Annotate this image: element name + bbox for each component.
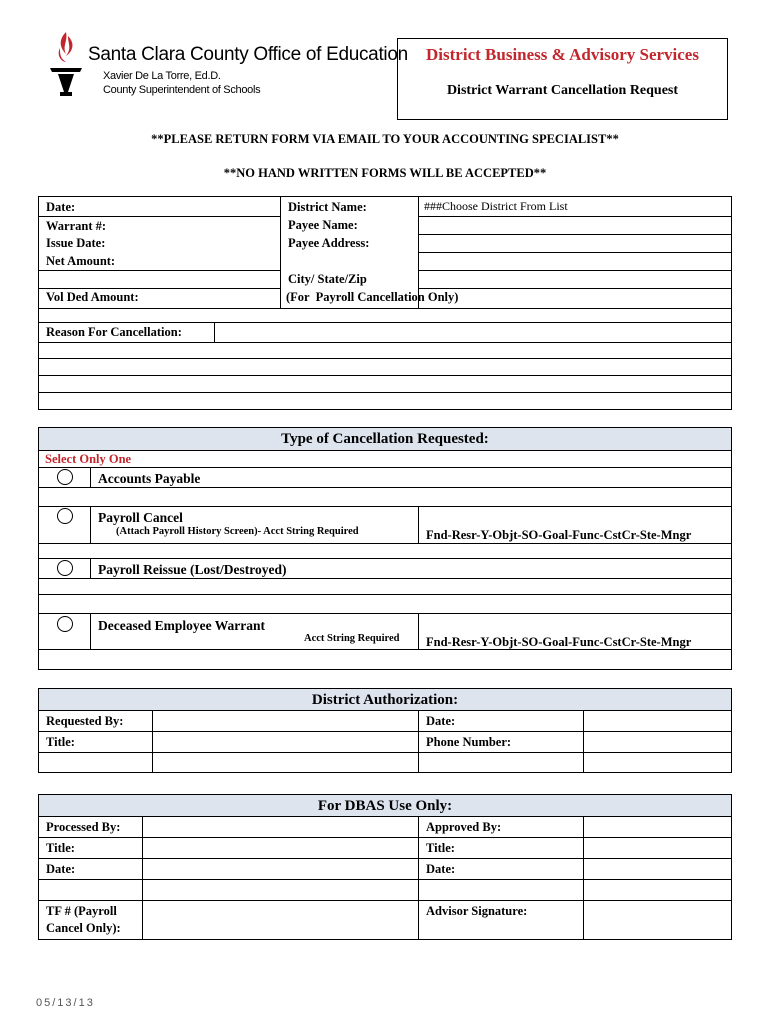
notice-return-email: **PLEASE RETURN FORM VIA EMAIL TO YOUR ACCOUNTING SPECIALIST**: [151, 132, 619, 146]
advisor-signature-label: Advisor Signature:: [426, 904, 528, 918]
payroll-cancel-acct-string[interactable]: Fnd-Resr-Y-Objt-SO-Goal-Func-CstCr-Ste-Mngr: [426, 528, 692, 542]
radio-deceased-employee[interactable]: [57, 616, 73, 632]
processed-by-field[interactable]: [143, 817, 417, 836]
payee-name-field[interactable]: [419, 217, 731, 233]
requested-by-field[interactable]: [153, 711, 417, 730]
reason-field[interactable]: [215, 323, 731, 341]
payee-name-label: Payee Name:: [288, 218, 358, 232]
option-payroll-reissue-label: Payroll Reissue (Lost/Destroyed): [98, 562, 287, 577]
radio-payroll-reissue[interactable]: [57, 560, 73, 576]
payee-address-label: Payee Address:: [288, 236, 370, 250]
radio-payroll-cancel[interactable]: [57, 508, 73, 524]
tf-number-label-line1: TF # (Payroll: [46, 904, 117, 918]
district-name-label: District Name:: [288, 200, 367, 214]
vol-ded-amount-label: Vol Ded Amount:: [46, 290, 139, 304]
tf-number-field[interactable]: [143, 901, 417, 939]
payroll-cancel-subnote: (Attach Payroll History Screen)- Acct String Required: [116, 526, 359, 537]
phone-number-label: Phone Number:: [426, 735, 512, 749]
city-state-zip-label: City/ State/Zip: [288, 272, 367, 286]
authorization-heading: District Authorization:: [38, 688, 732, 711]
city-state-zip-field[interactable]: [419, 271, 731, 287]
dbas-heading: For DBAS Use Only:: [38, 794, 732, 817]
dbas-title2-field[interactable]: [584, 838, 731, 857]
auth-date-label: Date:: [426, 714, 456, 728]
approved-by-label: Approved By:: [426, 820, 502, 834]
dbas-title-label: Title:: [46, 841, 75, 855]
dbas-date2-field[interactable]: [584, 859, 731, 878]
logo: [46, 28, 86, 100]
date-label: Date:: [46, 200, 76, 214]
processed-by-label: Processed By:: [46, 820, 121, 834]
option-accounts-payable-label: Accounts Payable: [98, 471, 201, 486]
approved-by-field[interactable]: [584, 817, 731, 836]
payee-address-field[interactable]: [419, 235, 731, 251]
net-amount-label: Net Amount:: [46, 254, 116, 268]
form-title: District Warrant Cancellation Request: [446, 83, 679, 98]
person-title: County Superintendent of Schools: [103, 84, 261, 96]
select-only-one-note: Select Only One: [45, 452, 132, 466]
phone-number-field[interactable]: [584, 732, 731, 751]
issue-date-label: Issue Date:: [46, 236, 106, 250]
payroll-only-note: (For Payroll Cancellation Only): [286, 290, 459, 304]
auth-title-label: Title:: [46, 735, 75, 749]
option-deceased-employee-label: Deceased Employee Warrant: [98, 618, 265, 633]
title-box: [397, 38, 728, 120]
option-payroll-cancel-label: Payroll Cancel: [98, 510, 183, 525]
dbas-date-field[interactable]: [143, 859, 417, 878]
revision-date: 05/13/13: [36, 997, 95, 1009]
advisor-signature-field[interactable]: [584, 901, 731, 939]
tf-number-label-line2: Cancel Only):: [46, 921, 121, 935]
auth-date-field[interactable]: [584, 711, 731, 730]
warrant-number-label: Warrant #:: [46, 219, 107, 233]
person-name: Xavier De La Torre, Ed.D.: [103, 70, 221, 82]
cancellation-heading: Type of Cancellation Requested:: [38, 427, 732, 451]
org-name: Santa Clara County Office of Education: [88, 44, 408, 65]
dbas-date2-label: Date:: [426, 862, 456, 876]
dbas-date-label: Date:: [46, 862, 76, 876]
requested-by-label: Requested By:: [46, 714, 124, 728]
district-name-dropdown[interactable]: ###Choose District From List: [424, 199, 568, 213]
deceased-acct-string[interactable]: Fnd-Resr-Y-Objt-SO-Goal-Func-CstCr-Ste-Mngr: [426, 635, 692, 649]
notice-no-handwritten: **NO HAND WRITTEN FORMS WILL BE ACCEPTED**: [223, 166, 547, 180]
torch-logo-icon: [46, 28, 86, 100]
auth-title-field[interactable]: [153, 732, 417, 751]
dbas-title2-label: Title:: [426, 841, 455, 855]
reason-label: Reason For Cancellation:: [46, 325, 182, 339]
deceased-acct-required-note: Acct String Required: [304, 633, 400, 644]
radio-accounts-payable[interactable]: [57, 469, 73, 485]
dbas-title-field[interactable]: [143, 838, 417, 857]
dept-title: District Business & Advisory Services: [426, 45, 699, 64]
